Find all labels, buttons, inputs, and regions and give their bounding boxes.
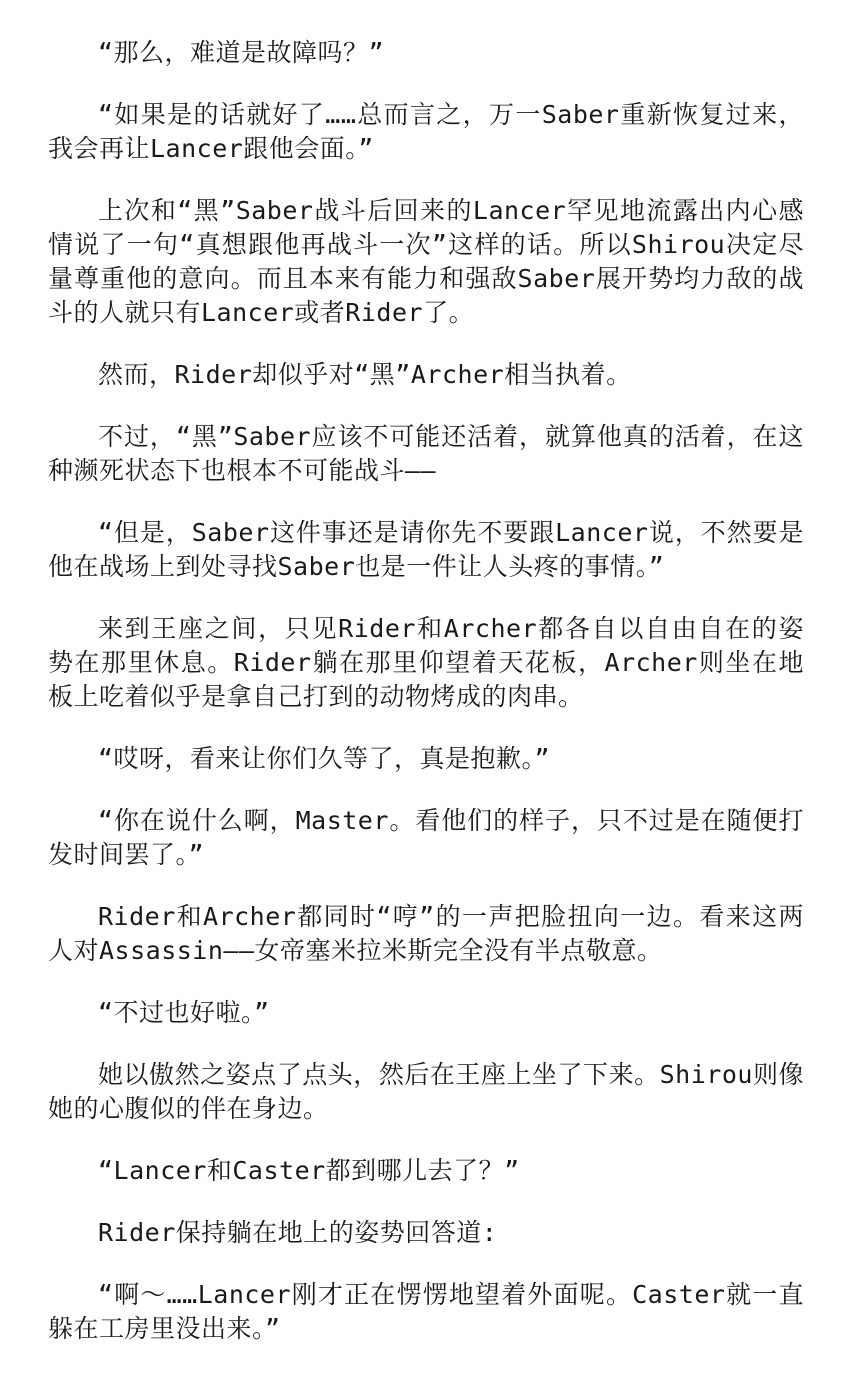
paragraph: “Lancer和Caster都到哪儿去了？” bbox=[98, 1156, 520, 1185]
paragraph: Rider保持躺在地上的姿势回答道: bbox=[98, 1218, 498, 1247]
paragraph: “但是，Saber这件事还是请你先不要跟Lancer说，不然要是他在战场上到处寻找Saber也是一件让人头疼的事情。” bbox=[48, 518, 804, 581]
paragraph: “那么，难道是故障吗？” bbox=[98, 38, 385, 67]
paragraph: 来到王座之间，只见Rider和Archer都各自以自由自在的姿势在那里休息。Rider躺在那里仰望着天花板，Archer则坐在地板上吃着似乎是拿自己打到的动物烤成的肉串。 bbox=[48, 614, 804, 711]
document-page bbox=[48, 36, 804, 1346]
paragraph: 她以傲然之姿点了点头，然后在王座上坐了下来。Shirou则像她的心腹似的伴在身边。 bbox=[48, 1060, 804, 1123]
paragraph: “你在说什么啊，Master。看他们的样子，只不过是在随便打发时间罢了。” bbox=[48, 806, 804, 869]
paragraph: 然而，Rider却似乎对“黑”Archer相当执着。 bbox=[98, 360, 632, 389]
paragraph: “哎呀，看来让你们久等了，真是抱歉。” bbox=[98, 744, 551, 773]
paragraph: “啊～……Lancer刚才正在愣愣地望着外面呢。Caster就一直躲在工房里没出来。” bbox=[48, 1280, 804, 1343]
paragraph: “不过也好啦。” bbox=[98, 998, 270, 1027]
paragraph: Rider和Archer都同时“哼”的一声把脸扭向一边。看来这两人对Assassin——女帝塞米拉米斯完全没有半点敬意。 bbox=[48, 902, 804, 965]
paragraph: “如果是的话就好了……总而言之，万一Saber重新恢复过来，我会再让Lancer跟他会面。” bbox=[48, 100, 804, 163]
paragraph: 不过，“黑”Saber应该不可能还活着，就算他真的活着，在这种濒死状态下也根本不可能战斗—— bbox=[48, 422, 804, 485]
paragraph: 上次和“黑”Saber战斗后回来的Lancer罕见地流露出内心感情说了一句“真想跟他再战斗一次”这样的话。所以Shirou决定尽量尊重他的意向。而且本来有能力和强敌Saber展开势均力敌的战斗的人就只有Lancer或者Rider了。 bbox=[48, 196, 804, 327]
